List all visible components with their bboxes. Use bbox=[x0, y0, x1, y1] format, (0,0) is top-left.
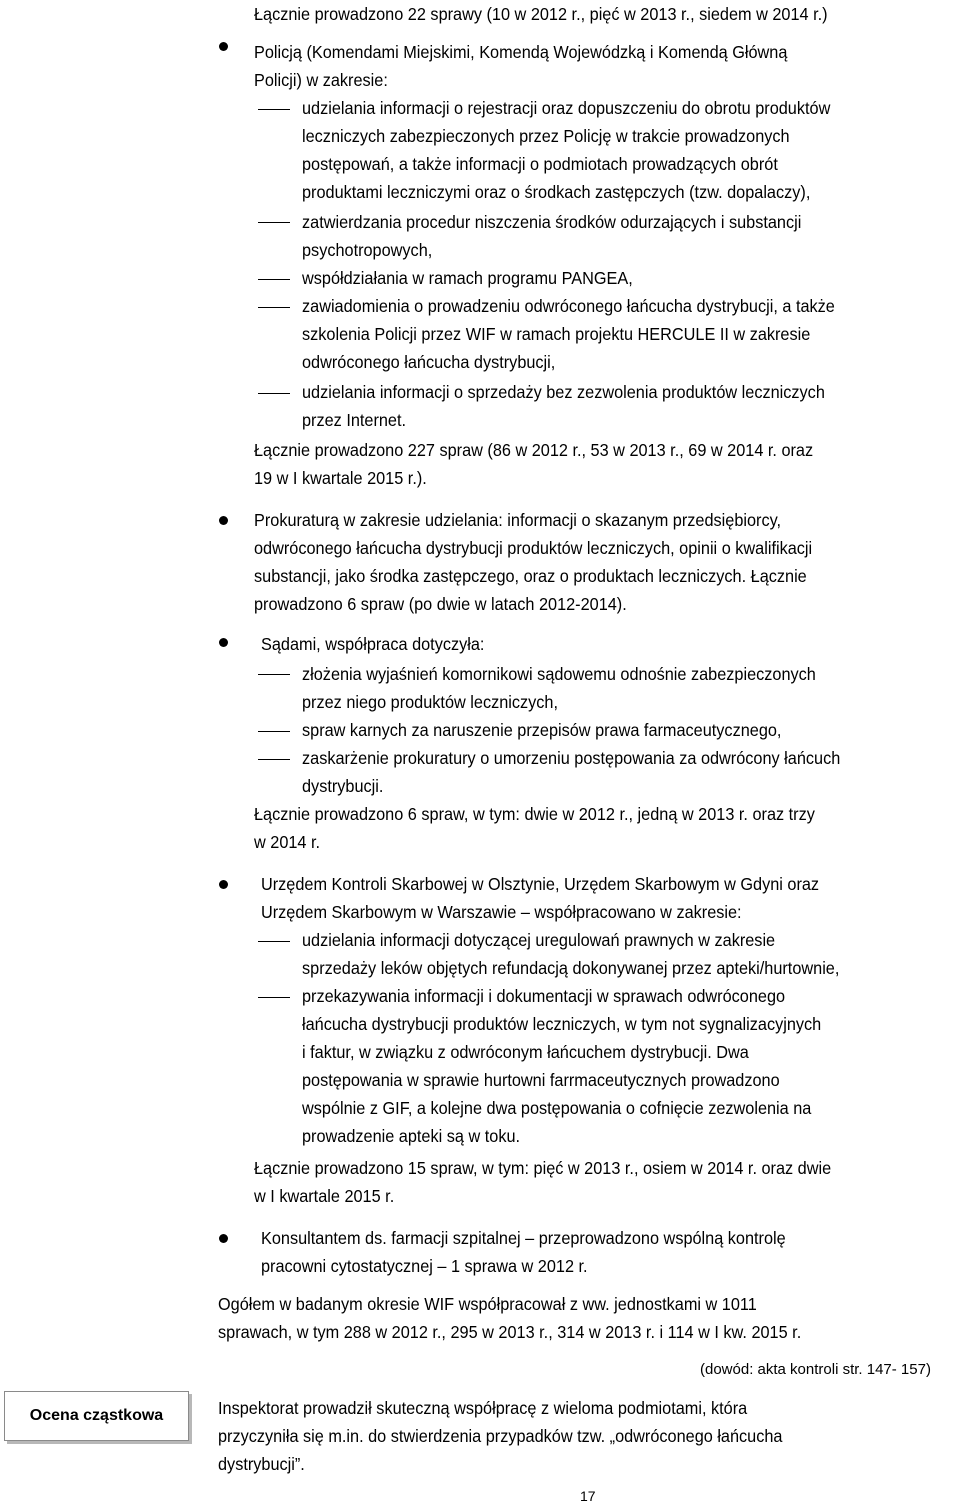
dash-icon bbox=[258, 279, 290, 280]
police-total: Łącznie prowadzono 227 spraw (86 w 2012 r., 53 w 2013 r., 69 w 2014 r. oraz 19 w I kwartale 2015 r.). bbox=[254, 440, 814, 488]
tax-total: Łącznie prowadzono 15 spraw, w tym: pięć w 2013 r., osiem w 2014 r. oraz dwie w I kwartale 2015 r. bbox=[254, 1158, 832, 1206]
tax-item-2: przekazywania informacji i dokumentacji w sprawach odwróconego łańcucha dystrybucji produktów leczniczych, w tym not sygnalizacyjnych i faktur, w związku z odwróconym łańcuchem dystrybucji. Dwa postępowania w sprawie hurtowni farrmaceutycznych prowadzono wspólnie z GIF, a kolejne dwa postępowania o cofnięcie zezwolenia na prowadzenie apteki są w toku. bbox=[302, 986, 822, 1146]
courts-item-3: zaskarżenie prokuratury o umorzeniu postępowania za odwrócony łańcuch dystrybucji. bbox=[302, 748, 841, 796]
dash-icon bbox=[258, 941, 290, 942]
police-item-4: zawiadomienia o prowadzeniu odwróconego łańcucha dystrybucji, a także szkolenia Policji przez WIF w ramach projektu HERCULE II w zakresie odwróconego łańcucha dystrybucji, bbox=[302, 296, 835, 372]
bullet-icon bbox=[219, 516, 228, 525]
dash-icon bbox=[258, 222, 290, 223]
courts-total: Łącznie prowadzono 6 spraw, w tym: dwie w 2012 r., jedną w 2013 r. oraz trzy w 2014 r. bbox=[254, 804, 815, 852]
prosecution-paragraph: Prokuraturą w zakresie udzielania: informacji o skazanym przedsiębiorcy, odwróconego łańcucha dystrybucji produktów leczniczych, opinii o kwalifikacji substancji, jako środka zastępczego, oraz o produktach leczniczych. Łącznie prowadzono 6 spraw (po dwie w latach 2012-2014). bbox=[254, 510, 813, 614]
tax-intro: Urzędem Kontroli Skarbowej w Olsztynie, Urzędem Skarbowym w Gdyni oraz Urzędem Skarbowym w Warszawie – współpracowano w zakresie: bbox=[261, 874, 820, 922]
dash-icon bbox=[258, 997, 290, 998]
courts-intro: Sądami, współpraca dotyczyła: bbox=[261, 634, 485, 654]
partial-assessment-label: Ocena cząstkowa bbox=[29, 1407, 164, 1424]
overall-summary: Ogółem w badanym okresie WIF współpracował z ww. jednostkami w 1011 sprawach, w tym 288 w 2012 r., 295 w 2013 r., 314 w 2013 r. i 114 w I kw. 2015 r. bbox=[218, 1294, 802, 1342]
dash-icon bbox=[258, 674, 290, 675]
previous-section-total: Łącznie prowadzono 22 sprawy (10 w 2012 r., pięć w 2013 r., siedem w 2014 r.) bbox=[254, 4, 828, 24]
bullet-icon bbox=[219, 1234, 228, 1243]
page-number: 17 bbox=[580, 1488, 596, 1504]
courts-item-1: złożenia wyjaśnień komornikowi sądowemu odnośnie zabezpieczonych przez niego produktów leczniczych, bbox=[302, 664, 816, 712]
police-item-1: udzielania informacji o rejestracji oraz dopuszczeniu do obrotu produktów leczniczych zabezpieczonych przez Policję w trakcie prowadzonych postępowań, a także informacji o podmiotach prowadzących obrót produktami leczniczymi oraz o środkach zastępczych (tzw. dopalaczy), bbox=[302, 98, 831, 202]
dash-icon bbox=[258, 393, 290, 394]
dash-icon bbox=[258, 307, 290, 308]
dash-icon bbox=[258, 109, 290, 110]
police-intro: Policją (Komendami Miejskimi, Komendą Wojewódzką i Komendą Główną Policji) w zakresie: bbox=[254, 42, 788, 90]
partial-assessment-header bbox=[4, 1391, 189, 1441]
police-item-5: udzielania informacji o sprzedaży bez zezwolenia produktów leczniczych przez Internet. bbox=[302, 382, 825, 430]
police-item-2: zatwierdzania procedur niszczenia środków odurzających i substancji psychotropowych, bbox=[302, 212, 802, 260]
dash-icon bbox=[258, 759, 290, 760]
evidence-reference: (dowód: akta kontroli str. 147- 157) bbox=[700, 1361, 931, 1378]
partial-assessment-text: Inspektorat prowadził skuteczną współpracę z wieloma podmiotami, która przyczyniła się m.in. do stwierdzenia przypadków tzw. „odwróconego łańcucha dystrybucji”. bbox=[218, 1398, 783, 1474]
bullet-icon bbox=[219, 638, 228, 647]
courts-item-2: spraw karnych za naruszenie przepisów prawa farmaceutycznego, bbox=[302, 720, 782, 740]
dash-icon bbox=[258, 731, 290, 732]
police-item-3: współdziałania w ramach programu PANGEA, bbox=[302, 268, 633, 288]
bullet-icon bbox=[219, 880, 228, 889]
tax-item-1: udzielania informacji dotyczącej uregulowań prawnych w zakresie sprzedaży leków objętych refundacją dokonywanej przez apteki/hurtownie, bbox=[302, 930, 840, 978]
consultant-paragraph: Konsultantem ds. farmacji szpitalnej – przeprowadzono wspólną kontrolę pracowni cytostatycznej – 1 sprawa w 2012 r. bbox=[261, 1228, 786, 1276]
bullet-icon bbox=[219, 42, 228, 51]
